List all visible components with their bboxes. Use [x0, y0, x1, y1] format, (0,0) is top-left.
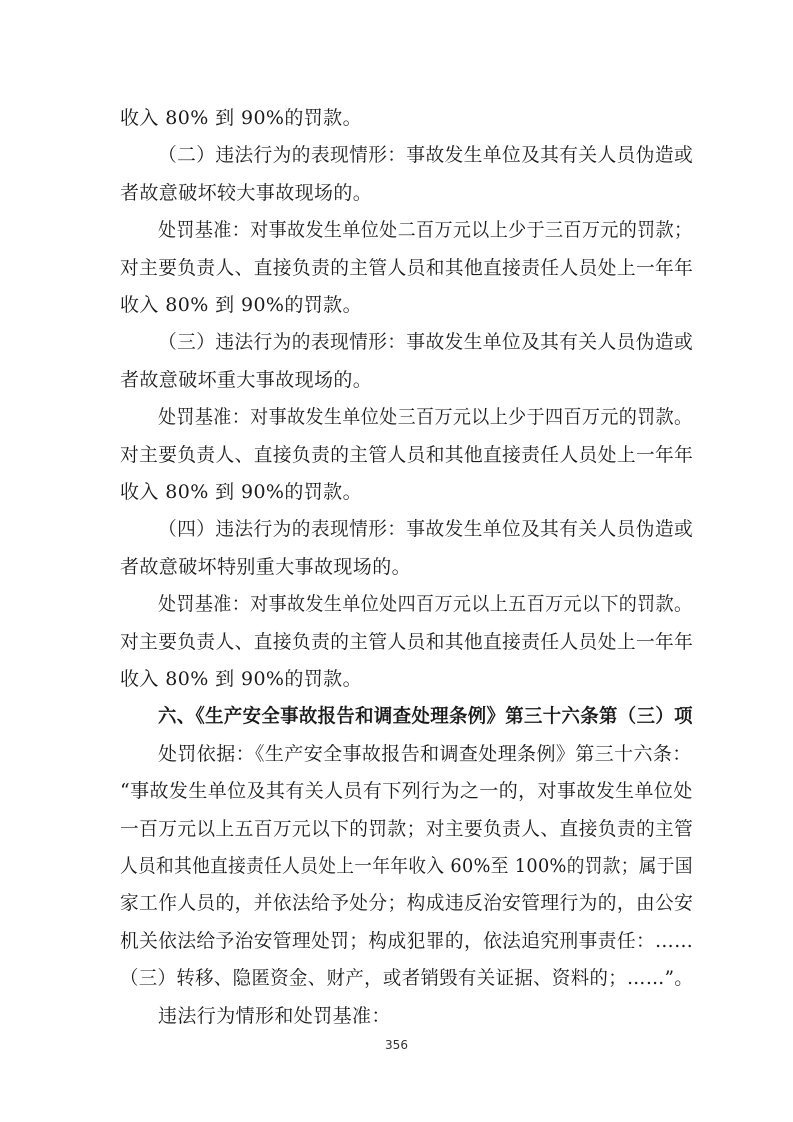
text-line: 一百万元以上五百万元以下的罚款；对主要负责人、直接负责的主管 — [120, 818, 694, 840]
text-line: 收入 80% 到 90%的罚款。 — [120, 481, 362, 503]
text-line: 处罚基准：对事故发生单位处三百万元以上少于四百万元的罚款。 — [158, 406, 693, 428]
text-line: 收入 80% 到 90%的罚款。 — [120, 294, 362, 316]
text-line: 处罚基准：对事故发生单位处四百万元以上五百万元以下的罚款。 — [158, 593, 693, 615]
text-line: （四）违法行为的表现情形：事故发生单位及其有关人员伪造或 — [158, 518, 694, 540]
text-line: 收入 80% 到 90%的罚款。 — [120, 668, 362, 690]
text-line: 对主要负责人、直接负责的主管人员和其他直接责任人员处上一年年 — [120, 257, 694, 279]
text-line: （三）违法行为的表现情形：事故发生单位及其有关人员伪造或 — [158, 331, 694, 353]
text-line: 家工作人员的，并依法给予处分；构成违反治安管理行为的，由公安 — [120, 892, 694, 914]
text-line: 对主要负责人、直接负责的主管人员和其他直接责任人员处上一年年 — [120, 444, 694, 466]
text-line: 机关依法给予治安管理处罚；构成犯罪的，依法追究刑事责任：…… — [120, 930, 694, 952]
text-line: （二）违法行为的表现情形：事故发生单位及其有关人员伪造或 — [158, 144, 694, 166]
text-line: “事故发生单位及其有关人员有下列行为之一的，对事故发生单位处 — [120, 780, 693, 802]
text-line: 者故意破坏较大事故现场的。 — [120, 182, 373, 204]
text-line: 违法行为情形和处罚基准： — [158, 1005, 391, 1027]
text-line: 对主要负责人、直接负责的主管人员和其他直接责任人员处上一年年 — [120, 631, 694, 653]
text-line: 处罚基准：对事故发生单位处二百万元以上少于三百万元的罚款； — [158, 219, 693, 241]
text-line: 收入 80% 到 90%的罚款。 — [120, 107, 362, 129]
text-line: （三）转移、隐匿资金、财产，或者销毁有关证据、资料的；……”。 — [120, 967, 694, 989]
page-number: 356 — [385, 1038, 408, 1052]
text-line: 者故意破坏重大事故现场的。 — [120, 369, 373, 391]
text-line: 者故意破坏特别重大事故现场的。 — [120, 556, 412, 578]
text-line: 处罚依据：《生产安全事故报告和调查处理条例》第三十六条： — [158, 743, 692, 765]
text-line: 人员和其他直接责任人员处上一年年收入 60%至 100%的罚款；属于国 — [120, 855, 693, 877]
section-heading: 六、《生产安全事故报告和调查处理条例》第三十六条第（三）项 — [158, 705, 693, 727]
